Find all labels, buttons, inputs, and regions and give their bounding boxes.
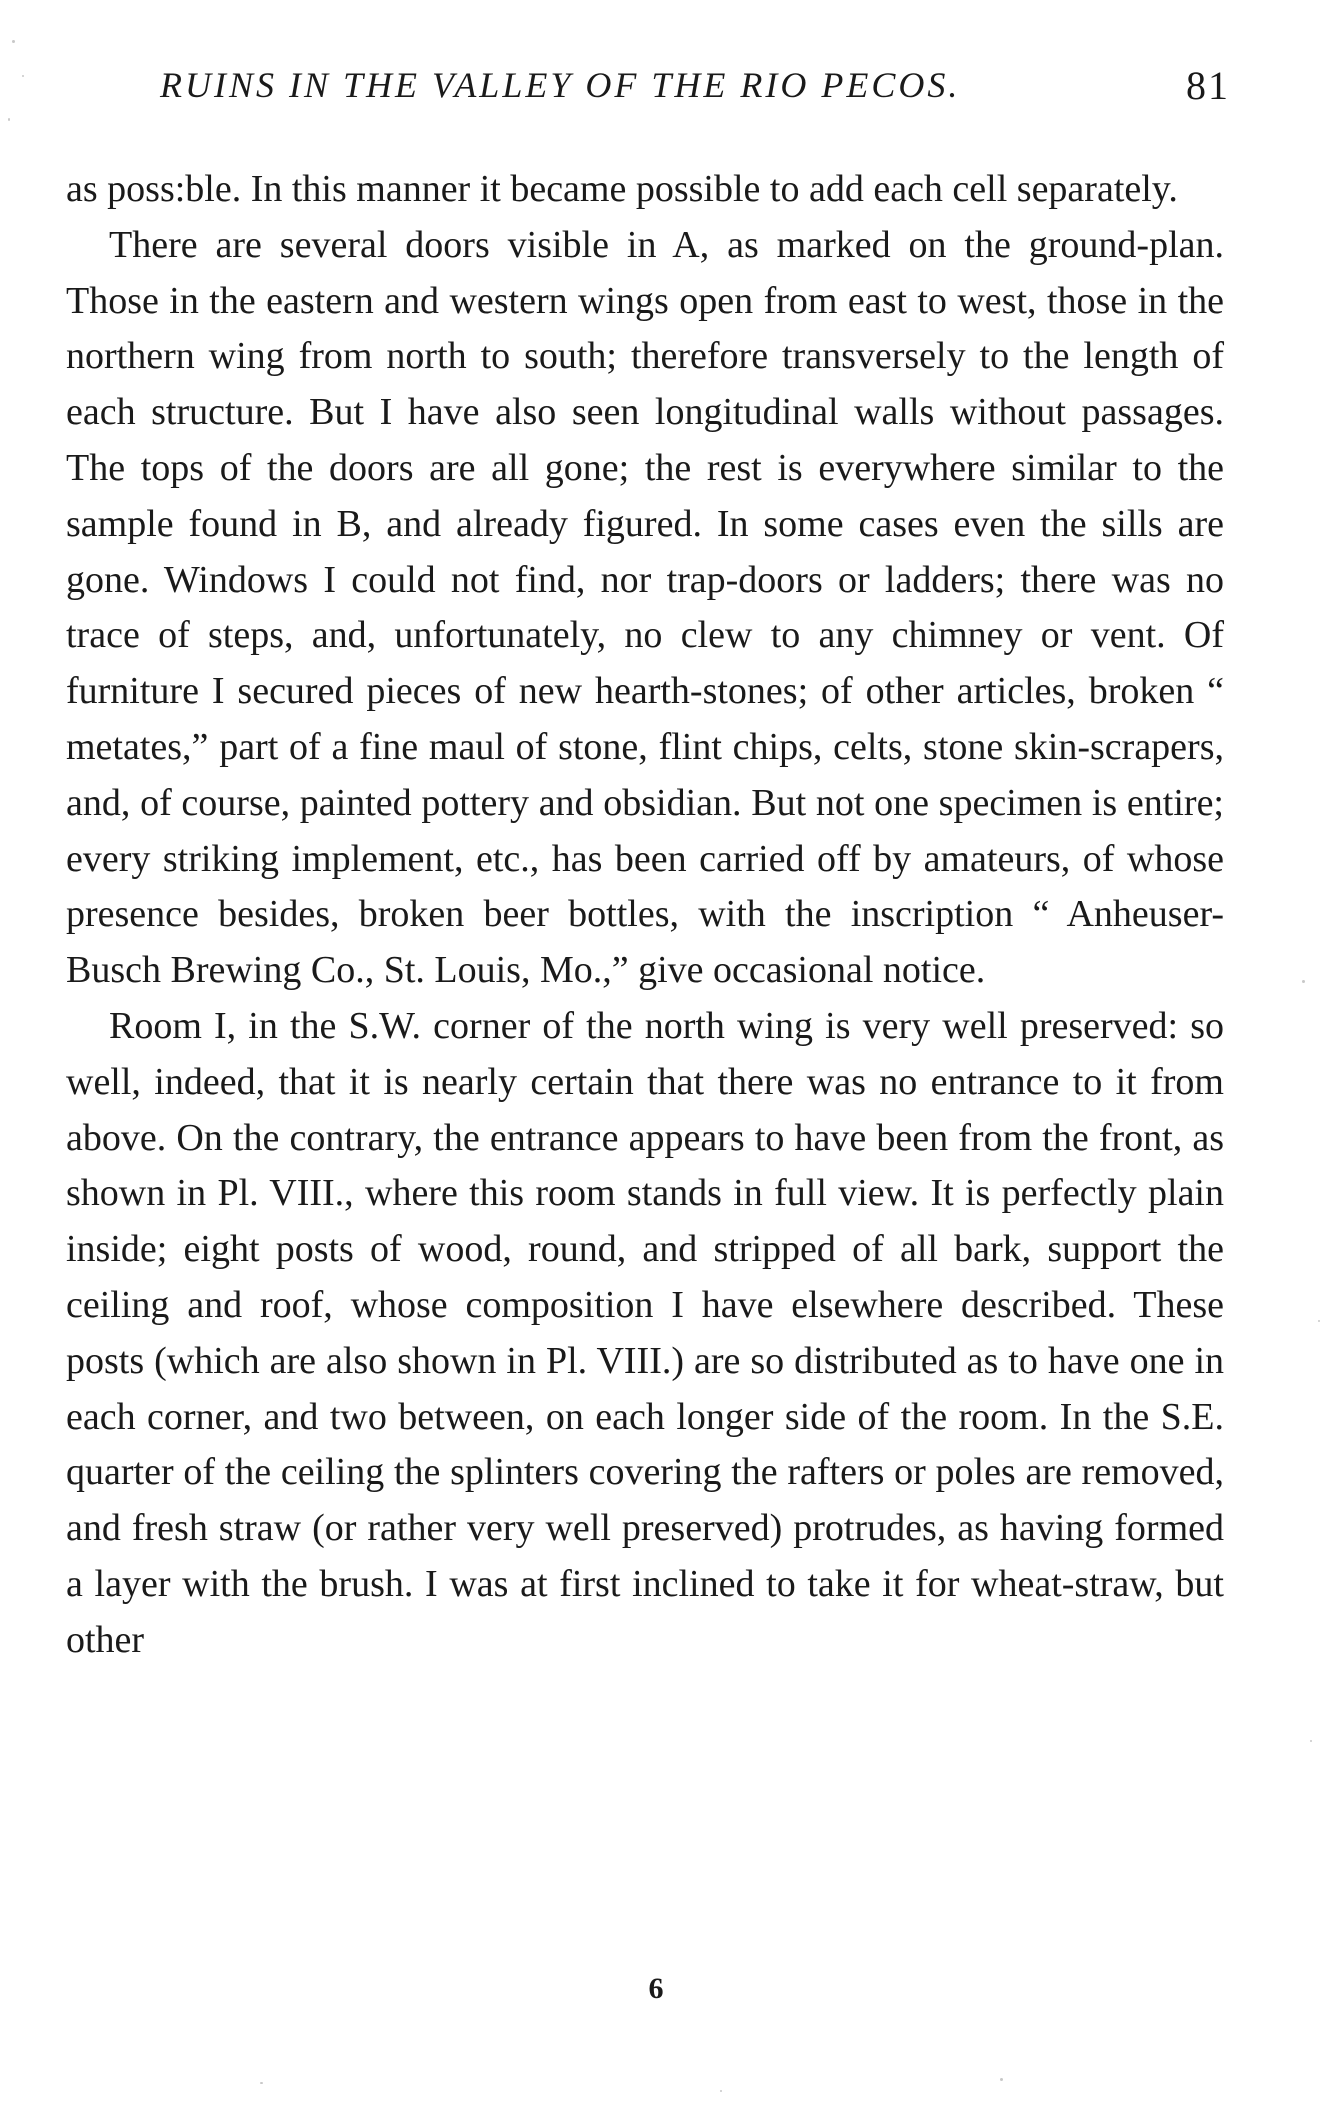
paper-speckle <box>1318 1320 1320 1322</box>
paper-speckle <box>260 2082 263 2084</box>
paragraph-doors: There are several doors visible in A, as marked on the ground-plan. Those in the eastern and western wings open from east to west, those in the northern wing from north to south; therefore transversely to the length of each structure. But I have also seen longitudinal walls without passages. The tops of the doors are all gone; the rest is everywhere similar to the sample found in B, and already figured. In some cases even the sills are gone. Windows I could not find, nor trap-doors or ladders; there was no trace of steps, and, unfortunately, no clew to any chimney or vent. Of furniture I secured pieces of new hearth-stones; of other articles, broken “ metates,” part of a fine maul of stone, flint chips, celts, stone skin-scrapers, and, of course, painted pottery and obsidian. But not one specimen is entire; every striking implement, etc., has been carried off by amateurs, of whose presence besides, broken beer bottles, with the inscription “ Anheuser-Busch Brewing Co., St. Louis, Mo.,” give occasional notice. <box>66 223 1224 992</box>
paper-speckle <box>1310 1740 1312 1742</box>
paper-speckle <box>12 40 15 43</box>
signature-mark: 6 <box>648 1972 664 2005</box>
paper-speckle <box>8 118 10 121</box>
paper-speckle <box>1302 980 1305 983</box>
paper-speckle <box>720 2090 722 2092</box>
paper-speckle <box>22 75 24 77</box>
paragraph-continuation: as poss:ble. In this manner it became possible to add each cell separately. <box>66 168 1178 210</box>
paragraph-room-i: Room I, in the S.W. corner of the north wing is very well preserved: so well, indeed, that it is nearly certain that there was no entrance to it from above. On the contrary, the entrance appears to have been from the front, as shown in Pl. VIII., where this room stands in full view. It is perfectly plain inside; eight posts of wood, round, and stripped of all bark, support the ceiling and roof, whose composition I have elsewhere described. These posts (which are also shown in Pl. VIII.) are so distributed as to have one in each corner, and two between, on each longer side of the room. In the S.E. quarter of the ceiling the splinters covering the rafters or poles are removed, and fresh straw (or rather very well preserved) protrudes, as having formed a layer with the brush. I was at first inclined to take it for wheat-straw, but other <box>66 1004 1224 1661</box>
running-head <box>160 64 1230 120</box>
paper-speckle <box>1000 2078 1003 2081</box>
running-title: RUINS IN THE VALLEY OF THE RIO PECOS. <box>160 65 961 105</box>
page-number: 81 <box>1186 63 1230 108</box>
body-text <box>66 162 1224 1669</box>
